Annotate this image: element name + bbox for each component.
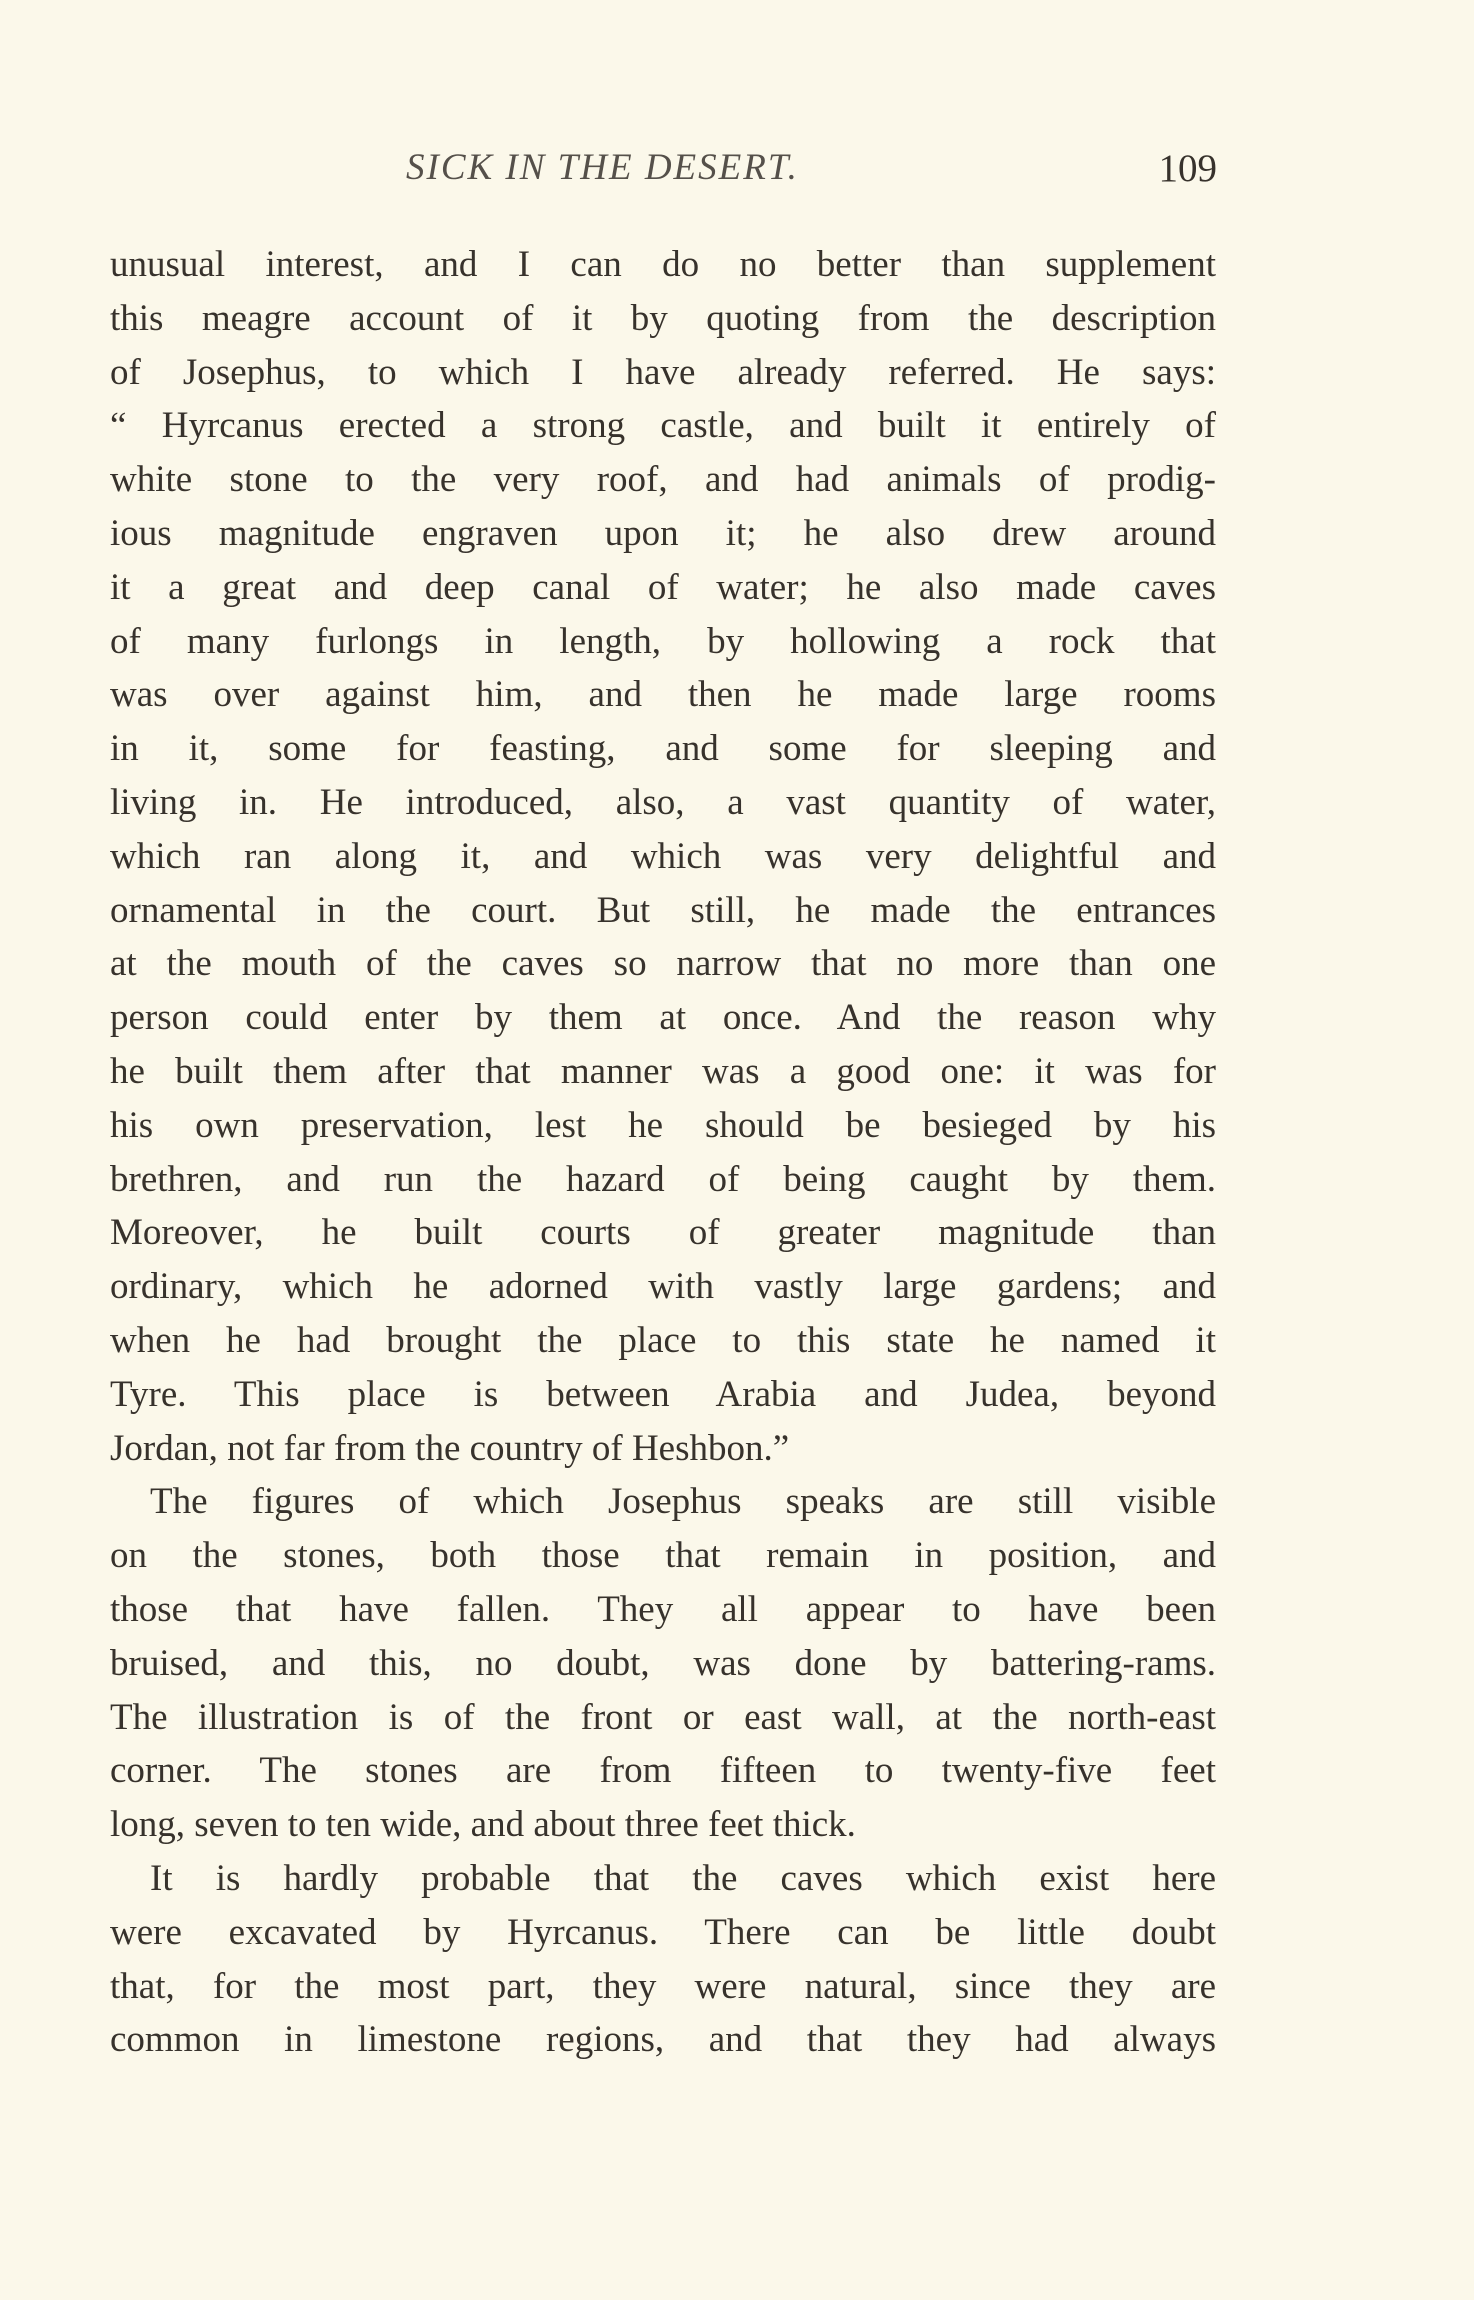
chapter-title: SICK IN THE DESERT. xyxy=(406,147,799,188)
paragraph xyxy=(110,1852,1216,2067)
text-line: common in limestone regions, and that they had always xyxy=(110,2019,1216,2061)
text-line: which ran along it, and which was very delightful and xyxy=(110,835,1216,877)
paragraph xyxy=(110,1475,1216,1852)
text-line: his own preservation, lest he should be besieged by his xyxy=(110,1104,1216,1146)
text-line: long, seven to ten wide, and about three feet thick. xyxy=(110,1804,856,1846)
text-line: ious magnitude engraven upon it; he also drew around xyxy=(110,512,1216,554)
text-line: those that have fallen. They all appear to have been xyxy=(110,1588,1216,1630)
text-line: of Josephus, to which I have already referred. He says: xyxy=(110,351,1216,393)
text-line: he built them after that manner was a good one: it was for xyxy=(110,1050,1216,1092)
text-line: unusual interest, and I can do no better than supplement xyxy=(110,244,1216,285)
text-line: Moreover, he built courts of greater magnitude than xyxy=(110,1212,1216,1254)
text-line: of many furlongs in length, by hollowing a rock that xyxy=(110,620,1216,662)
text-line: that, for the most part, they were natural, since they are xyxy=(110,1965,1216,2007)
text-line: It is hardly probable that the caves which exist here xyxy=(150,1857,1216,1899)
body-text xyxy=(110,238,1216,2067)
text-line: were excavated by Hyrcanus. There can be little doubt xyxy=(110,1911,1216,1953)
text-line: ordinary, which he adorned with vastly large gardens; and xyxy=(110,1266,1216,1308)
text-line: ornamental in the court. But still, he made the entrances xyxy=(110,889,1216,931)
text-line: brethren, and run the hazard of being caught by them. xyxy=(110,1158,1216,1200)
text-line: corner. The stones are from fifteen to twenty-five feet xyxy=(110,1750,1216,1792)
page-number: 109 xyxy=(1158,147,1217,190)
text-line: on the stones, both those that remain in position, and xyxy=(110,1535,1216,1577)
text-line: “ Hyrcanus erected a strong castle, and built it entirely of xyxy=(110,405,1216,447)
text-line: this meagre account of it by quoting from the description xyxy=(110,297,1216,339)
paragraph xyxy=(110,238,1216,1475)
text-line: The illustration is of the front or east wall, at the north-east xyxy=(110,1696,1216,1738)
text-line: Jordan, not far from the country of Heshbon.” xyxy=(110,1427,790,1469)
text-line: it a great and deep canal of water; he also made caves xyxy=(110,566,1216,608)
text-line: in it, some for feasting, and some for sleeping and xyxy=(110,728,1216,770)
text-line: living in. He introduced, also, a vast quantity of water, xyxy=(110,781,1216,823)
text-line: when he had brought the place to this state he named it xyxy=(110,1319,1216,1361)
text-line: bruised, and this, no doubt, was done by battering-rams. xyxy=(110,1642,1216,1684)
text-line: The figures of which Josephus speaks are still visible xyxy=(150,1481,1216,1523)
text-line: white stone to the very roof, and had animals of prodig- xyxy=(110,459,1216,501)
text-line: was over against him, and then he made large rooms xyxy=(110,674,1216,716)
text-line: at the mouth of the caves so narrow that no more than one xyxy=(110,943,1216,985)
running-head xyxy=(110,146,1217,200)
text-line: Tyre. This place is between Arabia and Judea, beyond xyxy=(110,1373,1216,1415)
text-line: person could enter by them at once. And the reason why xyxy=(110,997,1216,1039)
